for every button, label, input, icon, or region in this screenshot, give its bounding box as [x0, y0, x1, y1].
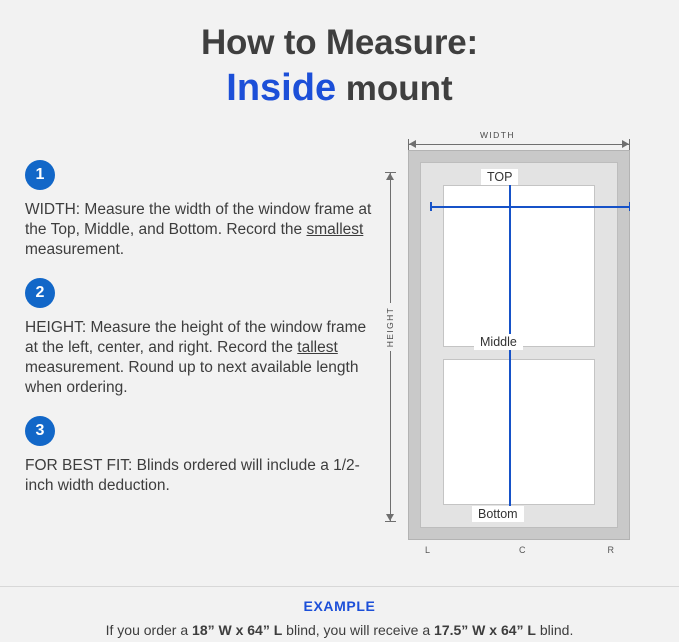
- label-center-position: C: [519, 545, 526, 555]
- step-1-emphasis: smallest: [306, 221, 364, 238]
- height-arrow-head-bottom-icon: [386, 514, 394, 521]
- example-text-2: blind, you will receive a: [282, 622, 435, 638]
- window-diagram: [378, 130, 658, 560]
- width-arrow-line: [408, 144, 630, 145]
- window-sash-upper: [443, 185, 595, 347]
- height-dimension-label: HEIGHT: [385, 303, 395, 351]
- page-title: [0, 22, 679, 111]
- label-left-position: L: [425, 545, 431, 555]
- label-top: TOP: [481, 169, 518, 185]
- measurement-position-labels: [408, 545, 630, 559]
- step-2-body-after: measurement. Round up to next available length when ordering.: [25, 359, 359, 396]
- label-middle: Middle: [474, 334, 523, 350]
- step-1-body-before: Measure the width of the window frame at the Top, Middle, and Bottom. Record the: [25, 201, 372, 238]
- width-arrow-head-left-icon: [409, 140, 416, 148]
- title-accent-word: Inside: [226, 67, 337, 109]
- step-1-body-after: measurement.: [25, 241, 125, 258]
- step-3: [25, 416, 375, 496]
- example-footer: [0, 598, 679, 638]
- step-1: [25, 160, 375, 260]
- step-1-lead: WIDTH:: [25, 201, 81, 218]
- step-2-body-before: Measure the height of the window frame at the left, center, and right. Record the: [25, 319, 367, 356]
- width-arrow-head-right-icon: [622, 140, 629, 148]
- step-3-body-before: Blinds ordered will include a 1/2-inch width deduction.: [25, 457, 360, 494]
- step-2-badge: 2: [25, 278, 55, 308]
- height-dimension-arrow: [384, 172, 398, 522]
- example-order-size: 18” W x 64” L: [192, 622, 283, 638]
- step-3-text: [25, 456, 375, 496]
- step-1-text: [25, 200, 375, 260]
- title-line-2: [0, 66, 679, 111]
- height-arrow-cap-bottom: [385, 521, 396, 522]
- width-measurement-cap-left: [430, 202, 432, 211]
- label-bottom: Bottom: [472, 506, 524, 522]
- width-measurement-line: [430, 206, 630, 208]
- step-2-lead: HEIGHT:: [25, 319, 87, 336]
- width-dimension-label: WIDTH: [474, 130, 521, 140]
- window-sash-lower: [443, 359, 595, 505]
- step-2: [25, 278, 375, 398]
- example-text-1: If you order a: [105, 622, 193, 638]
- title-suffix: mount: [336, 69, 453, 108]
- steps-list: [25, 160, 375, 514]
- title-line-1: How to Measure:: [200, 23, 479, 62]
- label-right-position: R: [607, 545, 614, 555]
- width-measurement-cap-right: [629, 202, 631, 211]
- height-arrow-head-top-icon: [386, 173, 394, 180]
- step-2-text: [25, 318, 375, 398]
- example-received-size: 17.5” W x 64” L: [434, 622, 536, 638]
- footer-divider: [0, 586, 679, 587]
- step-1-badge: 1: [25, 160, 55, 190]
- width-arrow-cap-right: [629, 139, 630, 150]
- example-title: EXAMPLE: [303, 598, 376, 614]
- step-3-badge: 3: [25, 416, 55, 446]
- step-3-lead: FOR BEST FIT:: [25, 457, 133, 474]
- example-text: [0, 622, 679, 638]
- example-text-3: blind.: [535, 622, 574, 638]
- step-2-emphasis: tallest: [297, 339, 338, 356]
